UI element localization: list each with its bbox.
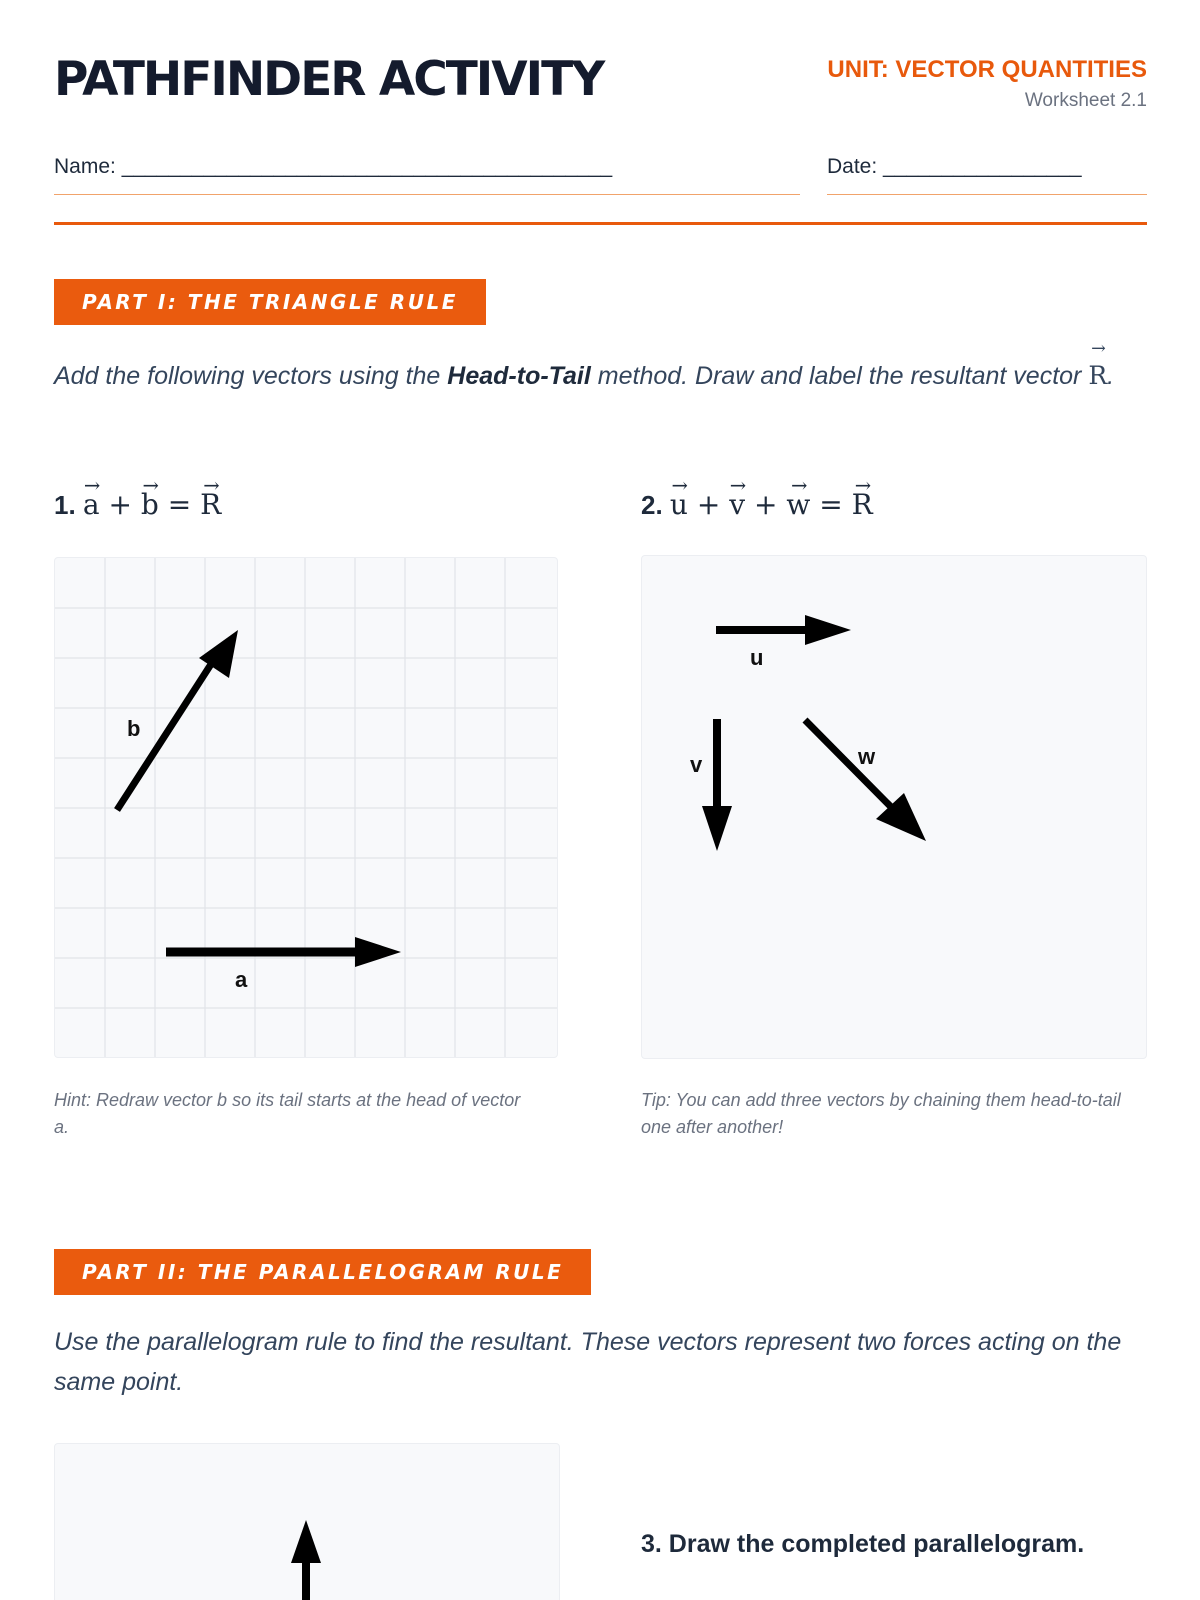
date-field[interactable]	[827, 155, 1147, 195]
part2-banner: PART II: THE PARALLELOGRAM RULE	[54, 1249, 591, 1295]
vector-w-label: w	[858, 744, 876, 769]
q2-equals: =	[819, 488, 843, 521]
part1-instruction-end: .	[1107, 362, 1115, 390]
date-blank: _________________	[883, 155, 1082, 178]
area-3-svg	[55, 1444, 560, 1600]
vector-v-label: v	[690, 752, 703, 777]
vector-u-label: u	[750, 645, 764, 670]
page-title: PATHFINDER ACTIVITY	[54, 52, 604, 107]
question-1-number: 1.	[54, 490, 76, 520]
q2-term-v: v →	[729, 488, 745, 521]
question-3: 3. Draw the completed parallelogram.	[641, 1530, 1085, 1558]
grid-lines	[55, 558, 558, 1058]
question-2-number: 2.	[641, 490, 663, 520]
drawing-area-3[interactable]	[54, 1443, 560, 1600]
part1-instruction-pre: Add the following vectors using the	[54, 362, 448, 390]
question-1	[54, 488, 221, 521]
header-divider	[54, 222, 1147, 225]
part1-instruction	[54, 352, 1147, 400]
q2-term-u: u →	[670, 488, 688, 521]
vector-a-arrow	[166, 937, 401, 967]
worksheet-number: Worksheet 2.1	[1024, 90, 1147, 111]
name-label: Name:	[54, 155, 116, 178]
q1-term-b: b →	[141, 488, 159, 521]
q1-result: R →	[200, 488, 221, 521]
vector-a-label: a	[235, 967, 248, 992]
name-blank: __________________________________________	[121, 155, 613, 178]
part2-instruction: Use the parallelogram rule to find the resultant. These vectors represent two forces acting on the same point.	[54, 1328, 1122, 1396]
part1-banner: PART I: THE TRIANGLE RULE	[54, 279, 486, 325]
part1-instruction-post: method. Draw and label the resultant vector	[590, 362, 1089, 390]
vector-u-arrow	[716, 615, 851, 645]
q1-plus: +	[108, 488, 132, 521]
q2-plus-2: +	[753, 488, 778, 521]
area-2-svg	[642, 556, 1147, 1059]
drawing-grid-1[interactable]	[54, 557, 558, 1058]
question-2	[641, 488, 873, 521]
q2-plus-1: +	[696, 488, 721, 521]
vector-w-arrow	[805, 720, 926, 841]
hint-1: Hint: Redraw vector b so its tail starts at the head of vector a.	[54, 1090, 521, 1137]
drawing-area-2[interactable]	[641, 555, 1147, 1059]
unit-label: UNIT: VECTOR QUANTITIES	[827, 56, 1147, 83]
force-vector-arrow	[291, 1520, 321, 1600]
q2-result: R →	[852, 488, 873, 521]
part1-instruction-bold: Head-to-Tail	[447, 362, 591, 390]
vector-v-arrow	[702, 719, 732, 851]
hint-2: Tip: You can add three vectors by chaining them head-to-tail one after another!	[641, 1090, 1121, 1137]
q1-equals: =	[167, 488, 192, 521]
q2-term-w: w →	[786, 488, 810, 521]
vector-b-label: b	[127, 716, 141, 741]
grid-1-svg	[55, 558, 558, 1058]
date-label: Date:	[827, 155, 878, 178]
q1-term-a: a →	[83, 488, 100, 521]
resultant-vector-symbol: R →	[1088, 352, 1107, 399]
name-field[interactable]	[54, 155, 800, 195]
